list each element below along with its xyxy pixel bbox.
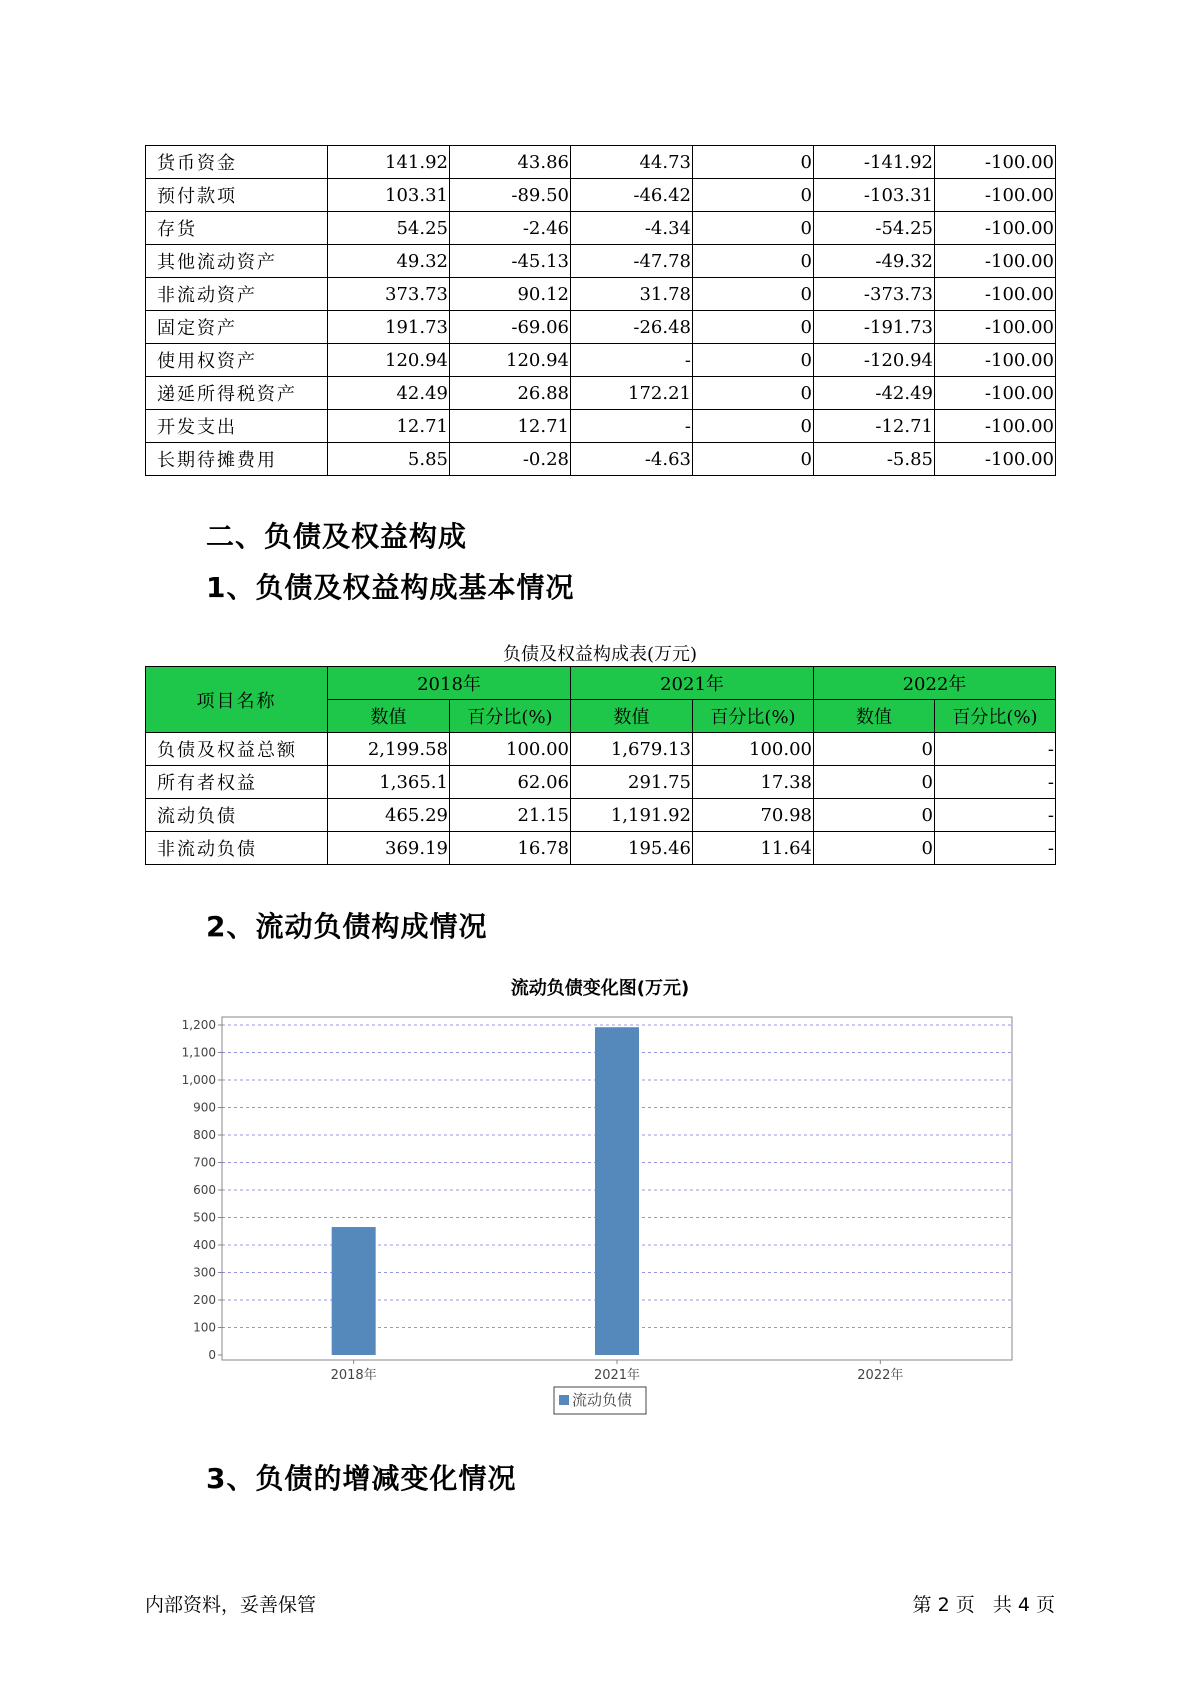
cell-percent: 70.98 [693, 799, 814, 832]
cell-value: 0 [693, 377, 814, 410]
cell-value: -47.78 [571, 245, 693, 278]
cell-value: -4.63 [571, 443, 693, 476]
cell-value: -4.34 [571, 212, 693, 245]
cell-value: 103.31 [328, 179, 450, 212]
liab-table-body [146, 733, 1056, 865]
row-name: 其他流动资产 [146, 245, 328, 278]
row-name: 负债及权益总额 [146, 733, 328, 766]
y-tick-label: 200 [193, 1293, 216, 1307]
table-row [146, 212, 1056, 245]
row-name: 货币资金 [146, 146, 328, 179]
table-row [146, 733, 1056, 766]
cell-percent: - [935, 766, 1056, 799]
x-axis-ticks [331, 1360, 904, 1383]
footer-page-number: 第 2 页 共 4 页 [912, 1594, 1055, 1616]
row-name: 使用权资产 [146, 344, 328, 377]
column-header-percent: 百分比(%) [450, 700, 571, 733]
cell-percent: 16.78 [450, 832, 571, 865]
legend-swatch [559, 1395, 569, 1405]
y-tick-label: 400 [193, 1238, 216, 1252]
cell-value: 0 [693, 146, 814, 179]
cell-value: -141.92 [814, 146, 935, 179]
cell-value: -100.00 [935, 410, 1056, 443]
y-tick-label: 100 [193, 1320, 216, 1335]
subsection-heading: 1、负债及权益构成基本情况 [206, 571, 575, 604]
cell-value: 0 [693, 245, 814, 278]
cell-value: -100.00 [935, 443, 1056, 476]
cell-percent: 100.00 [450, 733, 571, 766]
cell-value: 12.71 [328, 410, 450, 443]
cell-value: 195.46 [571, 832, 693, 865]
column-header-percent: 百分比(%) [693, 700, 814, 733]
y-tick-label: 1,000 [181, 1073, 216, 1087]
cell-value: 31.78 [571, 278, 693, 311]
row-name: 非流动负债 [146, 832, 328, 865]
y-tick-label: 1,100 [181, 1045, 216, 1060]
table-row [146, 245, 1056, 278]
cell-value: -46.42 [571, 179, 693, 212]
y-tick-label: 1,200 [181, 1018, 216, 1032]
row-name: 长期待摊费用 [146, 443, 328, 476]
footer-confidential-note: 内部资料，妥善保管 [145, 1594, 317, 1616]
table-row [146, 311, 1056, 344]
cell-value: -42.49 [814, 377, 935, 410]
column-header-year: 2022年 [814, 667, 1056, 700]
cell-value: 0 [814, 733, 935, 766]
subsection-heading: 2、流动负债构成情况 [206, 910, 488, 943]
cell-value: 373.73 [328, 278, 450, 311]
cell-value: -100.00 [935, 245, 1056, 278]
table-row [146, 179, 1056, 212]
table-row [146, 410, 1056, 443]
table-row [146, 832, 1056, 865]
cell-value: 0 [693, 344, 814, 377]
cell-value: 90.12 [450, 278, 571, 311]
y-tick-label: 800 [193, 1128, 216, 1142]
column-header-value: 数值 [571, 700, 693, 733]
cell-value: 120.94 [450, 344, 571, 377]
row-name: 开发支出 [146, 410, 328, 443]
cell-value: 2,199.58 [328, 733, 450, 766]
cell-value: -100.00 [935, 311, 1056, 344]
cell-value: 0 [693, 410, 814, 443]
asset-change-table [145, 145, 1056, 476]
cell-value: -100.00 [935, 344, 1056, 377]
cell-value: -100.00 [935, 212, 1056, 245]
cell-percent: - [935, 799, 1056, 832]
cell-value: -100.00 [935, 278, 1056, 311]
table-row [146, 278, 1056, 311]
cell-value: -191.73 [814, 311, 935, 344]
cell-percent: 11.64 [693, 832, 814, 865]
cell-value: 54.25 [328, 212, 450, 245]
cell-value: -45.13 [450, 245, 571, 278]
cell-value: - [571, 410, 693, 443]
cell-value: -103.31 [814, 179, 935, 212]
y-tick-label: 700 [193, 1155, 216, 1170]
subsection-heading: 3、负债的增减变化情况 [206, 1462, 517, 1495]
cell-value: -100.00 [935, 179, 1056, 212]
cell-value: 0 [814, 799, 935, 832]
row-name: 预付款项 [146, 179, 328, 212]
header-row [146, 667, 1056, 700]
cell-value: -89.50 [450, 179, 571, 212]
row-name: 非流动资产 [146, 278, 328, 311]
cell-value: 1,191.92 [571, 799, 693, 832]
cell-percent: 21.15 [450, 799, 571, 832]
cell-value: -12.71 [814, 410, 935, 443]
cell-value: 0 [693, 179, 814, 212]
current-liabilities-bar-chart [150, 1005, 1030, 1425]
cell-value: 141.92 [328, 146, 450, 179]
cell-value: - [571, 344, 693, 377]
y-tick-label: 300 [193, 1265, 216, 1280]
column-header-percent: 百分比(%) [935, 700, 1056, 733]
y-tick-label: 0 [208, 1348, 216, 1362]
table-header [146, 667, 1056, 733]
cell-value: 369.19 [328, 832, 450, 865]
cell-percent: - [935, 733, 1056, 766]
legend [554, 1387, 646, 1414]
column-header-name: 项目名称 [146, 667, 328, 733]
liability-equity-table [145, 666, 1056, 865]
cell-value: 0 [693, 311, 814, 344]
cell-value: -5.85 [814, 443, 935, 476]
cell-value: 291.75 [571, 766, 693, 799]
bar [332, 1227, 376, 1355]
cell-value: -2.46 [450, 212, 571, 245]
cell-value: 465.29 [328, 799, 450, 832]
bar [595, 1027, 639, 1355]
x-tick-label: 2021年 [593, 1368, 641, 1383]
table-row [146, 344, 1056, 377]
asset-table-body [146, 146, 1056, 476]
cell-value: 0 [693, 212, 814, 245]
cell-value: 191.73 [328, 311, 450, 344]
y-axis-ticks [182, 1018, 222, 1362]
cell-percent: 100.00 [693, 733, 814, 766]
row-name: 递延所得税资产 [146, 377, 328, 410]
cell-value: 0 [693, 278, 814, 311]
cell-percent: 62.06 [450, 766, 571, 799]
column-header-year: 2021年 [571, 667, 814, 700]
cell-value: -54.25 [814, 212, 935, 245]
cell-value: 1,679.13 [571, 733, 693, 766]
row-name: 流动负债 [146, 799, 328, 832]
cell-value: -373.73 [814, 278, 935, 311]
row-name: 固定资产 [146, 311, 328, 344]
cell-value: 1,365.1 [328, 766, 450, 799]
column-header-year: 2018年 [328, 667, 571, 700]
cell-value: 12.71 [450, 410, 571, 443]
table-caption: 负债及权益构成表(万元) [502, 644, 698, 665]
y-tick-label: 500 [193, 1210, 216, 1225]
cell-percent: - [935, 832, 1056, 865]
x-tick-label: 2022年 [857, 1368, 904, 1383]
cell-value: 5.85 [328, 443, 450, 476]
table-row [146, 766, 1056, 799]
cell-value: -120.94 [814, 344, 935, 377]
cell-value: 120.94 [328, 344, 450, 377]
cell-value: 0 [814, 832, 935, 865]
table-row [146, 377, 1056, 410]
cell-value: -100.00 [935, 146, 1056, 179]
cell-value: 44.73 [571, 146, 693, 179]
cell-value: -0.28 [450, 443, 571, 476]
section-heading: 二、负债及权益构成 [206, 520, 468, 553]
cell-value: 172.21 [571, 377, 693, 410]
column-header-value: 数值 [328, 700, 450, 733]
y-tick-label: 900 [193, 1100, 216, 1115]
table-row [146, 146, 1056, 179]
legend-label: 流动负债 [572, 1391, 633, 1409]
cell-value: -100.00 [935, 377, 1056, 410]
cell-value: -26.48 [571, 311, 693, 344]
cell-value: 43.86 [450, 146, 571, 179]
y-tick-label: 600 [193, 1183, 216, 1197]
row-name: 存货 [146, 212, 328, 245]
column-header-value: 数值 [814, 700, 935, 733]
cell-value: 26.88 [450, 377, 571, 410]
cell-value: -69.06 [450, 311, 571, 344]
chart-title: 流动负债变化图(万元) [510, 978, 690, 999]
cell-value: -49.32 [814, 245, 935, 278]
cell-value: 42.49 [328, 377, 450, 410]
cell-percent: 17.38 [693, 766, 814, 799]
row-name: 所有者权益 [146, 766, 328, 799]
cell-value: 49.32 [328, 245, 450, 278]
table-row [146, 799, 1056, 832]
cell-value: 0 [814, 766, 935, 799]
cell-value: 0 [693, 443, 814, 476]
x-tick-label: 2018年 [330, 1368, 377, 1383]
table-row [146, 443, 1056, 476]
